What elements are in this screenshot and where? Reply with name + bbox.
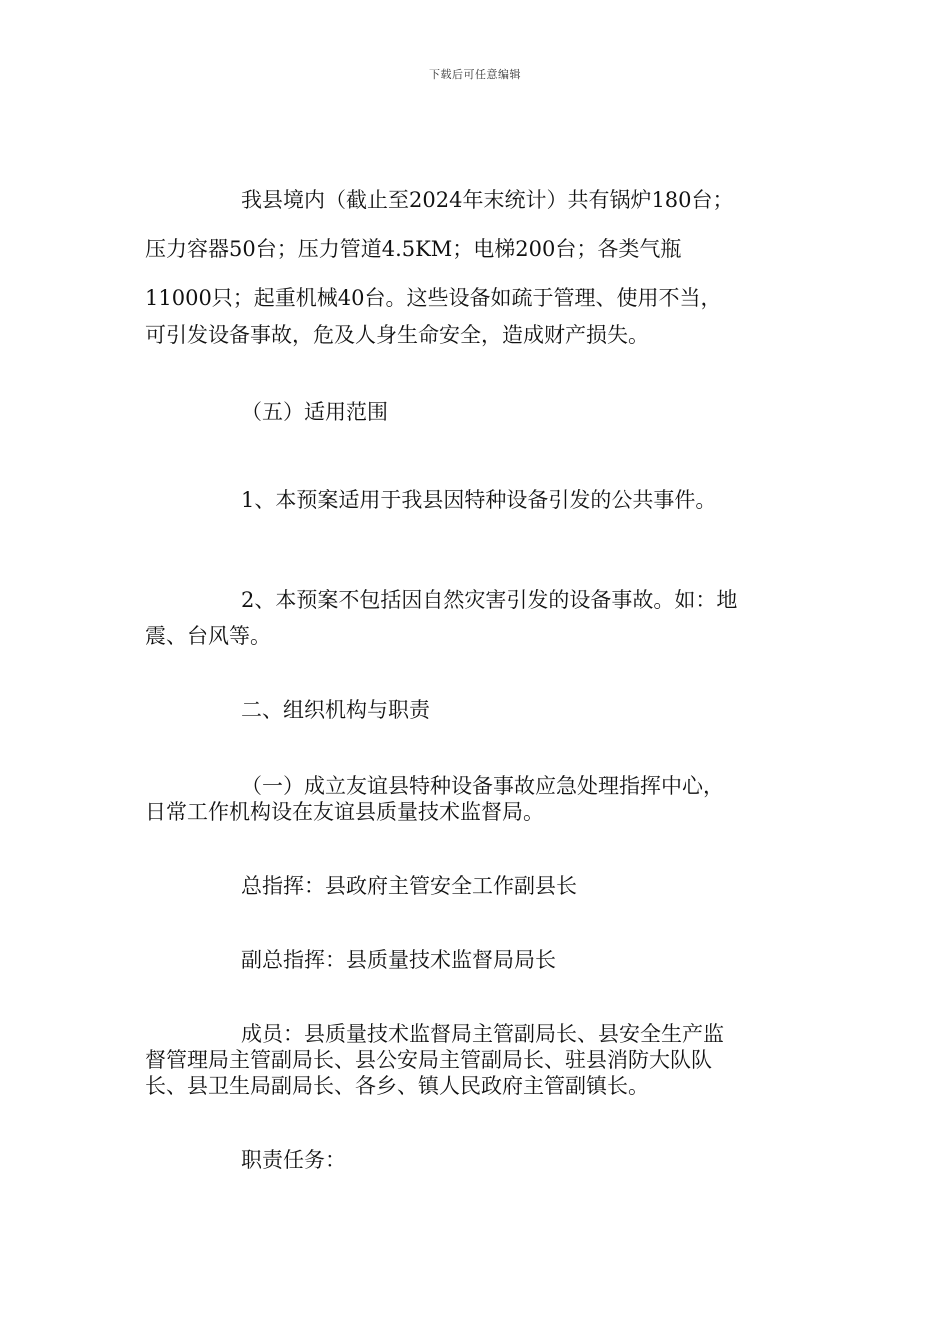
- section-heading-organization: [145, 694, 810, 724]
- text-line: 1、本预案适用于我县因特种设备引发的公共事件。: [241, 488, 717, 512]
- paragraph-deputy-commander: [145, 944, 810, 974]
- text-line: 督管理局主管副局长、县公安局主管副局长、驻县消防大队队: [145, 1048, 712, 1072]
- section-heading-scope: [145, 396, 810, 426]
- paragraph-commander: [145, 870, 810, 900]
- text-line: 我县境内（截止至2024年末统计）共有锅炉180台；: [241, 188, 734, 212]
- text-line: （五）适用范围: [241, 400, 388, 424]
- text-line: 长、县卫生局副局长、各乡、镇人民政府主管副镇长。: [145, 1074, 649, 1098]
- paragraph-equipment-statistics: [145, 184, 810, 349]
- text-line: 11000只；起重机械40台。这些设备如疏于管理、使用不当，: [145, 286, 722, 310]
- text-line: 成员：县质量技术监督局主管副局长、县安全生产监: [241, 1022, 724, 1046]
- text-line: 压力容器50台；压力管道4.5KM；电梯200台；各类气瓶: [145, 237, 682, 261]
- text-line: 2、本预案不包括因自然灾害引发的设备事故。如：地: [241, 588, 738, 612]
- paragraph-command-center: [145, 770, 810, 826]
- text-line: 总指挥：县政府主管安全工作副县长: [241, 874, 577, 898]
- paragraph-scope-item-1: [145, 484, 810, 514]
- page-header: 下载后可任意编辑: [429, 68, 521, 81]
- paragraph-scope-item-2: [145, 584, 810, 650]
- text-line: 二、组织机构与职责: [241, 698, 430, 722]
- text-line: （一）成立友谊县特种设备事故应急处理指挥中心，: [241, 774, 724, 798]
- text-line: 可引发设备事故，危及人身生命安全，造成财产损失。: [145, 323, 649, 347]
- text-line: 职责任务：: [241, 1148, 346, 1172]
- paragraph-members: [145, 1018, 810, 1100]
- text-line: 震、台风等。: [145, 624, 271, 648]
- paragraph-responsibilities: [145, 1144, 810, 1174]
- text-line: 副总指挥：县质量技术监督局局长: [241, 948, 556, 972]
- text-line: 日常工作机构设在友谊县质量技术监督局。: [145, 800, 544, 824]
